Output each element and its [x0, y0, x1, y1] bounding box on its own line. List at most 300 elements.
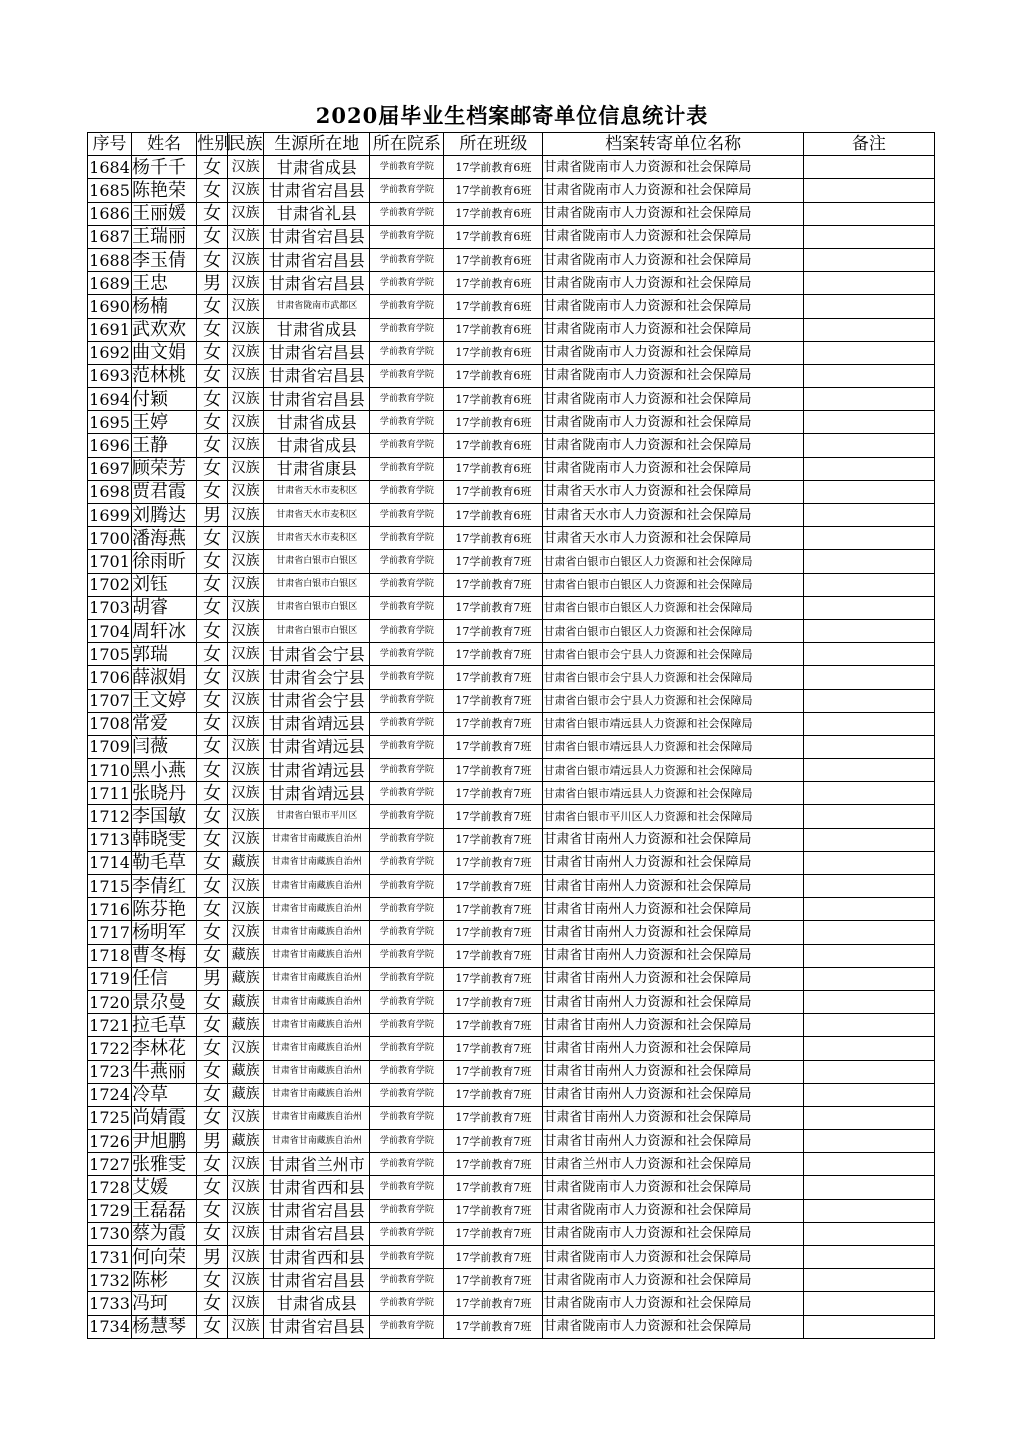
cell-sex: 女: [197, 1292, 228, 1315]
cell-name: 刘钰: [132, 573, 197, 596]
cell-class: 17学前教育6班: [444, 295, 543, 318]
header-cell-sex: 性别: [197, 133, 228, 156]
cell-ethnicity: 汉族: [228, 550, 264, 573]
cell-number: 1684: [88, 156, 132, 179]
cell-remarks: [803, 527, 934, 550]
cell-ethnicity: 汉族: [228, 1106, 264, 1129]
cell-name: 郭瑞: [132, 643, 197, 666]
cell-origin: 甘肃省宕昌县: [264, 364, 370, 387]
cell-sex: 女: [197, 712, 228, 735]
cell-remarks: [803, 666, 934, 689]
cell-ethnicity: 汉族: [228, 921, 264, 944]
cell-sex: 男: [197, 272, 228, 295]
cell-remarks: [803, 1269, 934, 1292]
cell-class: 17学前教育7班: [444, 921, 543, 944]
cell-archive-unit: 甘肃省白银市白银区人力资源和社会保障局: [543, 619, 803, 642]
cell-remarks: [803, 573, 934, 596]
cell-number: 1695: [88, 411, 132, 434]
cell-class: 17学前教育7班: [444, 550, 543, 573]
cell-archive-unit: 甘肃省陇南市人力资源和社会保障局: [543, 272, 803, 295]
table-row: [88, 1292, 935, 1315]
cell-class: 17学前教育7班: [444, 689, 543, 712]
cell-sex: 女: [197, 990, 228, 1013]
cell-ethnicity: 汉族: [228, 1176, 264, 1199]
cell-number: 1724: [88, 1083, 132, 1106]
cell-origin: 甘肃省康县: [264, 457, 370, 480]
cell-department: 学前教育学院: [370, 944, 444, 967]
cell-origin: 甘肃省兰州市: [264, 1153, 370, 1176]
cell-origin: 甘肃省宕昌县: [264, 1199, 370, 1222]
cell-name: 王丽媛: [132, 202, 197, 225]
cell-origin: 甘肃省靖远县: [264, 735, 370, 758]
cell-remarks: [803, 295, 934, 318]
cell-ethnicity: 汉族: [228, 712, 264, 735]
cell-name: 杨楠: [132, 295, 197, 318]
cell-ethnicity: 汉族: [228, 1315, 264, 1338]
cell-sex: 女: [197, 875, 228, 898]
cell-number: 1730: [88, 1222, 132, 1245]
cell-department: 学前教育学院: [370, 967, 444, 990]
cell-remarks: [803, 457, 934, 480]
cell-class: 17学前教育7班: [444, 1246, 543, 1269]
cell-name: 胡睿: [132, 596, 197, 619]
cell-number: 1714: [88, 851, 132, 874]
table-row: [88, 1106, 935, 1129]
cell-department: 学前教育学院: [370, 480, 444, 503]
table-row: [88, 1130, 935, 1153]
table-row: [88, 619, 935, 642]
cell-class: 17学前教育7班: [444, 712, 543, 735]
cell-number: 1728: [88, 1176, 132, 1199]
cell-origin: 甘肃省宕昌县: [264, 179, 370, 202]
cell-department: 学前教育学院: [370, 1315, 444, 1338]
cell-archive-unit: 甘肃省白银市白银区人力资源和社会保障局: [543, 573, 803, 596]
cell-ethnicity: 汉族: [228, 805, 264, 828]
cell-remarks: [803, 550, 934, 573]
cell-remarks: [803, 341, 934, 364]
cell-archive-unit: 甘肃省白银市平川区人力资源和社会保障局: [543, 805, 803, 828]
cell-sex: 女: [197, 1014, 228, 1037]
cell-sex: 男: [197, 504, 228, 527]
cell-name: 贾君霞: [132, 480, 197, 503]
cell-archive-unit: 甘肃省陇南市人力资源和社会保障局: [543, 434, 803, 457]
cell-ethnicity: 藏族: [228, 1014, 264, 1037]
cell-department: 学前教育学院: [370, 1176, 444, 1199]
cell-sex: 女: [197, 248, 228, 271]
cell-remarks: [803, 898, 934, 921]
cell-department: 学前教育学院: [370, 921, 444, 944]
table-row: [88, 735, 935, 758]
cell-class: 17学前教育7班: [444, 666, 543, 689]
cell-archive-unit: 甘肃省陇南市人力资源和社会保障局: [543, 341, 803, 364]
cell-ethnicity: 汉族: [228, 364, 264, 387]
cell-class: 17学前教育6班: [444, 388, 543, 411]
cell-remarks: [803, 875, 934, 898]
cell-class: 17学前教育7班: [444, 759, 543, 782]
cell-ethnicity: 汉族: [228, 782, 264, 805]
cell-name: 刘腾达: [132, 504, 197, 527]
header-cell-number: 序号: [88, 133, 132, 156]
cell-number: 1706: [88, 666, 132, 689]
cell-remarks: [803, 225, 934, 248]
cell-department: 学前教育学院: [370, 573, 444, 596]
cell-number: 1725: [88, 1106, 132, 1129]
table-row: [88, 248, 935, 271]
cell-name: 何向荣: [132, 1246, 197, 1269]
cell-origin: 甘肃省甘南藏族自治州: [264, 990, 370, 1013]
cell-origin: 甘肃省甘南藏族自治州: [264, 1083, 370, 1106]
cell-ethnicity: 汉族: [228, 1269, 264, 1292]
cell-ethnicity: 汉族: [228, 156, 264, 179]
cell-ethnicity: 汉族: [228, 689, 264, 712]
cell-sex: 女: [197, 1315, 228, 1338]
cell-origin: 甘肃省陇南市武都区: [264, 295, 370, 318]
cell-sex: 女: [197, 457, 228, 480]
cell-archive-unit: 甘肃省白银市靖远县人力资源和社会保障局: [543, 782, 803, 805]
cell-archive-unit: 甘肃省白银市会宁县人力资源和社会保障局: [543, 643, 803, 666]
cell-origin: 甘肃省甘南藏族自治州: [264, 967, 370, 990]
table-row: [88, 1060, 935, 1083]
header-cell-ethnicity: 民族: [228, 133, 264, 156]
cell-department: 学前教育学院: [370, 875, 444, 898]
cell-class: 17学前教育7班: [444, 1106, 543, 1129]
cell-department: 学前教育学院: [370, 388, 444, 411]
cell-ethnicity: 汉族: [228, 411, 264, 434]
cell-origin: 甘肃省宕昌县: [264, 1269, 370, 1292]
cell-number: 1722: [88, 1037, 132, 1060]
cell-name: 蔡为霞: [132, 1222, 197, 1245]
cell-remarks: [803, 411, 934, 434]
table-row: [88, 272, 935, 295]
cell-department: 学前教育学院: [370, 851, 444, 874]
header-cell-name: 姓名: [132, 133, 197, 156]
cell-class: 17学前教育7班: [444, 828, 543, 851]
cell-number: 1692: [88, 341, 132, 364]
cell-department: 学前教育学院: [370, 225, 444, 248]
cell-remarks: [803, 1014, 934, 1037]
cell-number: 1713: [88, 828, 132, 851]
cell-department: 学前教育学院: [370, 898, 444, 921]
table-row: [88, 944, 935, 967]
cell-archive-unit: 甘肃省甘南州人力资源和社会保障局: [543, 944, 803, 967]
cell-remarks: [803, 689, 934, 712]
cell-remarks: [803, 156, 934, 179]
cell-sex: 女: [197, 805, 228, 828]
cell-department: 学前教育学院: [370, 1037, 444, 1060]
table-row: [88, 411, 935, 434]
cell-origin: 甘肃省靖远县: [264, 759, 370, 782]
cell-department: 学前教育学院: [370, 156, 444, 179]
cell-archive-unit: 甘肃省白银市靖远县人力资源和社会保障局: [543, 735, 803, 758]
cell-number: 1702: [88, 573, 132, 596]
cell-archive-unit: 甘肃省天水市人力资源和社会保障局: [543, 527, 803, 550]
cell-class: 17学前教育7班: [444, 573, 543, 596]
table-row: [88, 596, 935, 619]
table-row: [88, 782, 935, 805]
table-row: [88, 1269, 935, 1292]
cell-name: 尹旭鹏: [132, 1130, 197, 1153]
cell-department: 学前教育学院: [370, 341, 444, 364]
table-row: [88, 1222, 935, 1245]
cell-number: 1731: [88, 1246, 132, 1269]
cell-name: 陈彬: [132, 1269, 197, 1292]
cell-class: 17学前教育7班: [444, 1014, 543, 1037]
cell-number: 1687: [88, 225, 132, 248]
cell-number: 1698: [88, 480, 132, 503]
cell-archive-unit: 甘肃省陇南市人力资源和社会保障局: [543, 156, 803, 179]
header-cell-department: 所在院系: [370, 133, 444, 156]
cell-origin: 甘肃省白银市白银区: [264, 550, 370, 573]
cell-ethnicity: 藏族: [228, 967, 264, 990]
cell-ethnicity: 汉族: [228, 504, 264, 527]
cell-sex: 女: [197, 735, 228, 758]
cell-ethnicity: 汉族: [228, 643, 264, 666]
cell-class: 17学前教育6班: [444, 504, 543, 527]
cell-origin: 甘肃省成县: [264, 1292, 370, 1315]
table-row: [88, 689, 935, 712]
cell-ethnicity: 汉族: [228, 666, 264, 689]
cell-sex: 女: [197, 782, 228, 805]
cell-archive-unit: 甘肃省甘南州人力资源和社会保障局: [543, 1083, 803, 1106]
cell-archive-unit: 甘肃省甘南州人力资源和社会保障局: [543, 1037, 803, 1060]
cell-origin: 甘肃省白银市白银区: [264, 573, 370, 596]
cell-origin: 甘肃省宕昌县: [264, 225, 370, 248]
cell-department: 学前教育学院: [370, 1222, 444, 1245]
cell-archive-unit: 甘肃省陇南市人力资源和社会保障局: [543, 318, 803, 341]
cell-remarks: [803, 735, 934, 758]
cell-name: 任信: [132, 967, 197, 990]
cell-origin: 甘肃省宕昌县: [264, 341, 370, 364]
cell-remarks: [803, 1246, 934, 1269]
cell-origin: 甘肃省甘南藏族自治州: [264, 828, 370, 851]
table-row: [88, 828, 935, 851]
cell-sex: 女: [197, 225, 228, 248]
cell-class: 17学前教育7班: [444, 1176, 543, 1199]
cell-sex: 女: [197, 480, 228, 503]
cell-ethnicity: 汉族: [228, 318, 264, 341]
cell-archive-unit: 甘肃省天水市人力资源和社会保障局: [543, 504, 803, 527]
cell-number: 1716: [88, 898, 132, 921]
cell-class: 17学前教育7班: [444, 1222, 543, 1245]
cell-class: 17学前教育6班: [444, 341, 543, 364]
cell-class: 17学前教育7班: [444, 735, 543, 758]
cell-name: 闫薇: [132, 735, 197, 758]
cell-number: 1712: [88, 805, 132, 828]
cell-class: 17学前教育6班: [444, 527, 543, 550]
cell-name: 冯珂: [132, 1292, 197, 1315]
table-row: [88, 527, 935, 550]
cell-department: 学前教育学院: [370, 1083, 444, 1106]
cell-sex: 女: [197, 1176, 228, 1199]
cell-remarks: [803, 967, 934, 990]
table-row: [88, 225, 935, 248]
cell-archive-unit: 甘肃省陇南市人力资源和社会保障局: [543, 457, 803, 480]
cell-remarks: [803, 1315, 934, 1338]
cell-name: 牛燕丽: [132, 1060, 197, 1083]
cell-ethnicity: 汉族: [228, 1222, 264, 1245]
cell-number: 1699: [88, 504, 132, 527]
cell-remarks: [803, 759, 934, 782]
archive-table: [87, 132, 935, 1339]
cell-class: 17学前教育7班: [444, 596, 543, 619]
cell-department: 学前教育学院: [370, 643, 444, 666]
cell-sex: 女: [197, 1222, 228, 1245]
cell-department: 学前教育学院: [370, 1199, 444, 1222]
cell-number: 1691: [88, 318, 132, 341]
cell-sex: 女: [197, 156, 228, 179]
table-row: [88, 990, 935, 1013]
cell-class: 17学前教育6班: [444, 202, 543, 225]
cell-number: 1711: [88, 782, 132, 805]
cell-department: 学前教育学院: [370, 1060, 444, 1083]
cell-department: 学前教育学院: [370, 782, 444, 805]
cell-archive-unit: 甘肃省陇南市人力资源和社会保障局: [543, 295, 803, 318]
cell-origin: 甘肃省靖远县: [264, 782, 370, 805]
table-row: [88, 666, 935, 689]
cell-class: 17学前教育6班: [444, 318, 543, 341]
cell-number: 1729: [88, 1199, 132, 1222]
cell-ethnicity: 汉族: [228, 828, 264, 851]
cell-archive-unit: 甘肃省甘南州人力资源和社会保障局: [543, 967, 803, 990]
cell-class: 17学前教育6班: [444, 457, 543, 480]
cell-sex: 女: [197, 851, 228, 874]
cell-origin: 甘肃省甘南藏族自治州: [264, 875, 370, 898]
cell-number: 1696: [88, 434, 132, 457]
table-row: [88, 179, 935, 202]
cell-department: 学前教育学院: [370, 1106, 444, 1129]
cell-department: 学前教育学院: [370, 619, 444, 642]
cell-archive-unit: 甘肃省陇南市人力资源和社会保障局: [543, 179, 803, 202]
table-row: [88, 1037, 935, 1060]
header-cell-class: 所在班级: [444, 133, 543, 156]
cell-number: 1719: [88, 967, 132, 990]
cell-remarks: [803, 248, 934, 271]
table-row: [88, 156, 935, 179]
header-cell-archive-unit: 档案转寄单位名称: [543, 133, 803, 156]
cell-name: 王瑞丽: [132, 225, 197, 248]
cell-name: 韩晓雯: [132, 828, 197, 851]
table-row: [88, 202, 935, 225]
table-row: [88, 504, 935, 527]
cell-remarks: [803, 851, 934, 874]
table-row: [88, 1199, 935, 1222]
cell-number: 1689: [88, 272, 132, 295]
cell-origin: 甘肃省靖远县: [264, 712, 370, 735]
cell-archive-unit: 甘肃省甘南州人力资源和社会保障局: [543, 898, 803, 921]
header-cell-remarks: 备注: [803, 133, 934, 156]
table-row: [88, 573, 935, 596]
cell-sex: 女: [197, 689, 228, 712]
cell-number: 1697: [88, 457, 132, 480]
cell-remarks: [803, 364, 934, 387]
cell-ethnicity: 汉族: [228, 1246, 264, 1269]
cell-class: 17学前教育7班: [444, 898, 543, 921]
cell-remarks: [803, 1060, 934, 1083]
table-body: [88, 156, 935, 1339]
table-row: [88, 457, 935, 480]
cell-origin: 甘肃省宕昌县: [264, 248, 370, 271]
cell-origin: 甘肃省西和县: [264, 1246, 370, 1269]
cell-name: 张晓丹: [132, 782, 197, 805]
cell-archive-unit: 甘肃省陇南市人力资源和社会保障局: [543, 1176, 803, 1199]
table-row: [88, 388, 935, 411]
cell-remarks: [803, 1176, 934, 1199]
cell-ethnicity: 汉族: [228, 759, 264, 782]
cell-name: 勒毛草: [132, 851, 197, 874]
cell-class: 17学前教育7班: [444, 1292, 543, 1315]
header-row: [88, 133, 935, 156]
cell-remarks: [803, 921, 934, 944]
cell-origin: 甘肃省甘南藏族自治州: [264, 1130, 370, 1153]
cell-name: 李国敏: [132, 805, 197, 828]
cell-origin: 甘肃省白银市白银区: [264, 596, 370, 619]
cell-name: 王磊磊: [132, 1199, 197, 1222]
cell-sex: 女: [197, 295, 228, 318]
cell-origin: 甘肃省会宁县: [264, 643, 370, 666]
cell-name: 付颖: [132, 388, 197, 411]
cell-name: 杨明军: [132, 921, 197, 944]
cell-department: 学前教育学院: [370, 272, 444, 295]
cell-origin: 甘肃省成县: [264, 434, 370, 457]
cell-name: 曹冬梅: [132, 944, 197, 967]
cell-name: 黑小燕: [132, 759, 197, 782]
table-row: [88, 1083, 935, 1106]
header-cell-origin: 生源所在地: [264, 133, 370, 156]
cell-name: 杨慧琴: [132, 1315, 197, 1338]
cell-name: 李玉倩: [132, 248, 197, 271]
cell-archive-unit: 甘肃省甘南州人力资源和社会保障局: [543, 828, 803, 851]
cell-origin: 甘肃省甘南藏族自治州: [264, 898, 370, 921]
cell-sex: 女: [197, 179, 228, 202]
cell-class: 17学前教育7班: [444, 1153, 543, 1176]
cell-department: 学前教育学院: [370, 1292, 444, 1315]
cell-name: 徐雨昕: [132, 550, 197, 573]
cell-name: 王婷: [132, 411, 197, 434]
cell-origin: 甘肃省甘南藏族自治州: [264, 851, 370, 874]
cell-sex: 女: [197, 1269, 228, 1292]
cell-sex: 女: [197, 619, 228, 642]
cell-class: 17学前教育7班: [444, 875, 543, 898]
cell-archive-unit: 甘肃省甘南州人力资源和社会保障局: [543, 921, 803, 944]
cell-name: 王忠: [132, 272, 197, 295]
page-title: 2020届毕业生档案邮寄单位信息统计表: [315, 103, 709, 128]
cell-origin: 甘肃省礼县: [264, 202, 370, 225]
cell-department: 学前教育学院: [370, 457, 444, 480]
cell-remarks: [803, 1153, 934, 1176]
cell-archive-unit: 甘肃省陇南市人力资源和社会保障局: [543, 1269, 803, 1292]
cell-department: 学前教育学院: [370, 179, 444, 202]
cell-name: 薛淑娟: [132, 666, 197, 689]
cell-archive-unit: 甘肃省陇南市人力资源和社会保障局: [543, 1199, 803, 1222]
cell-sex: 女: [197, 921, 228, 944]
cell-archive-unit: 甘肃省陇南市人力资源和社会保障局: [543, 225, 803, 248]
cell-origin: 甘肃省成县: [264, 318, 370, 341]
cell-department: 学前教育学院: [370, 666, 444, 689]
cell-number: 1726: [88, 1130, 132, 1153]
table-row: [88, 318, 935, 341]
cell-class: 17学前教育7班: [444, 805, 543, 828]
cell-name: 冷草: [132, 1083, 197, 1106]
cell-class: 17学前教育6班: [444, 248, 543, 271]
table-row: [88, 550, 935, 573]
cell-class: 17学前教育7班: [444, 619, 543, 642]
cell-sex: 男: [197, 967, 228, 990]
cell-archive-unit: 甘肃省陇南市人力资源和社会保障局: [543, 1315, 803, 1338]
cell-number: 1704: [88, 619, 132, 642]
cell-ethnicity: 汉族: [228, 1292, 264, 1315]
cell-class: 17学前教育6班: [444, 156, 543, 179]
cell-remarks: [803, 504, 934, 527]
